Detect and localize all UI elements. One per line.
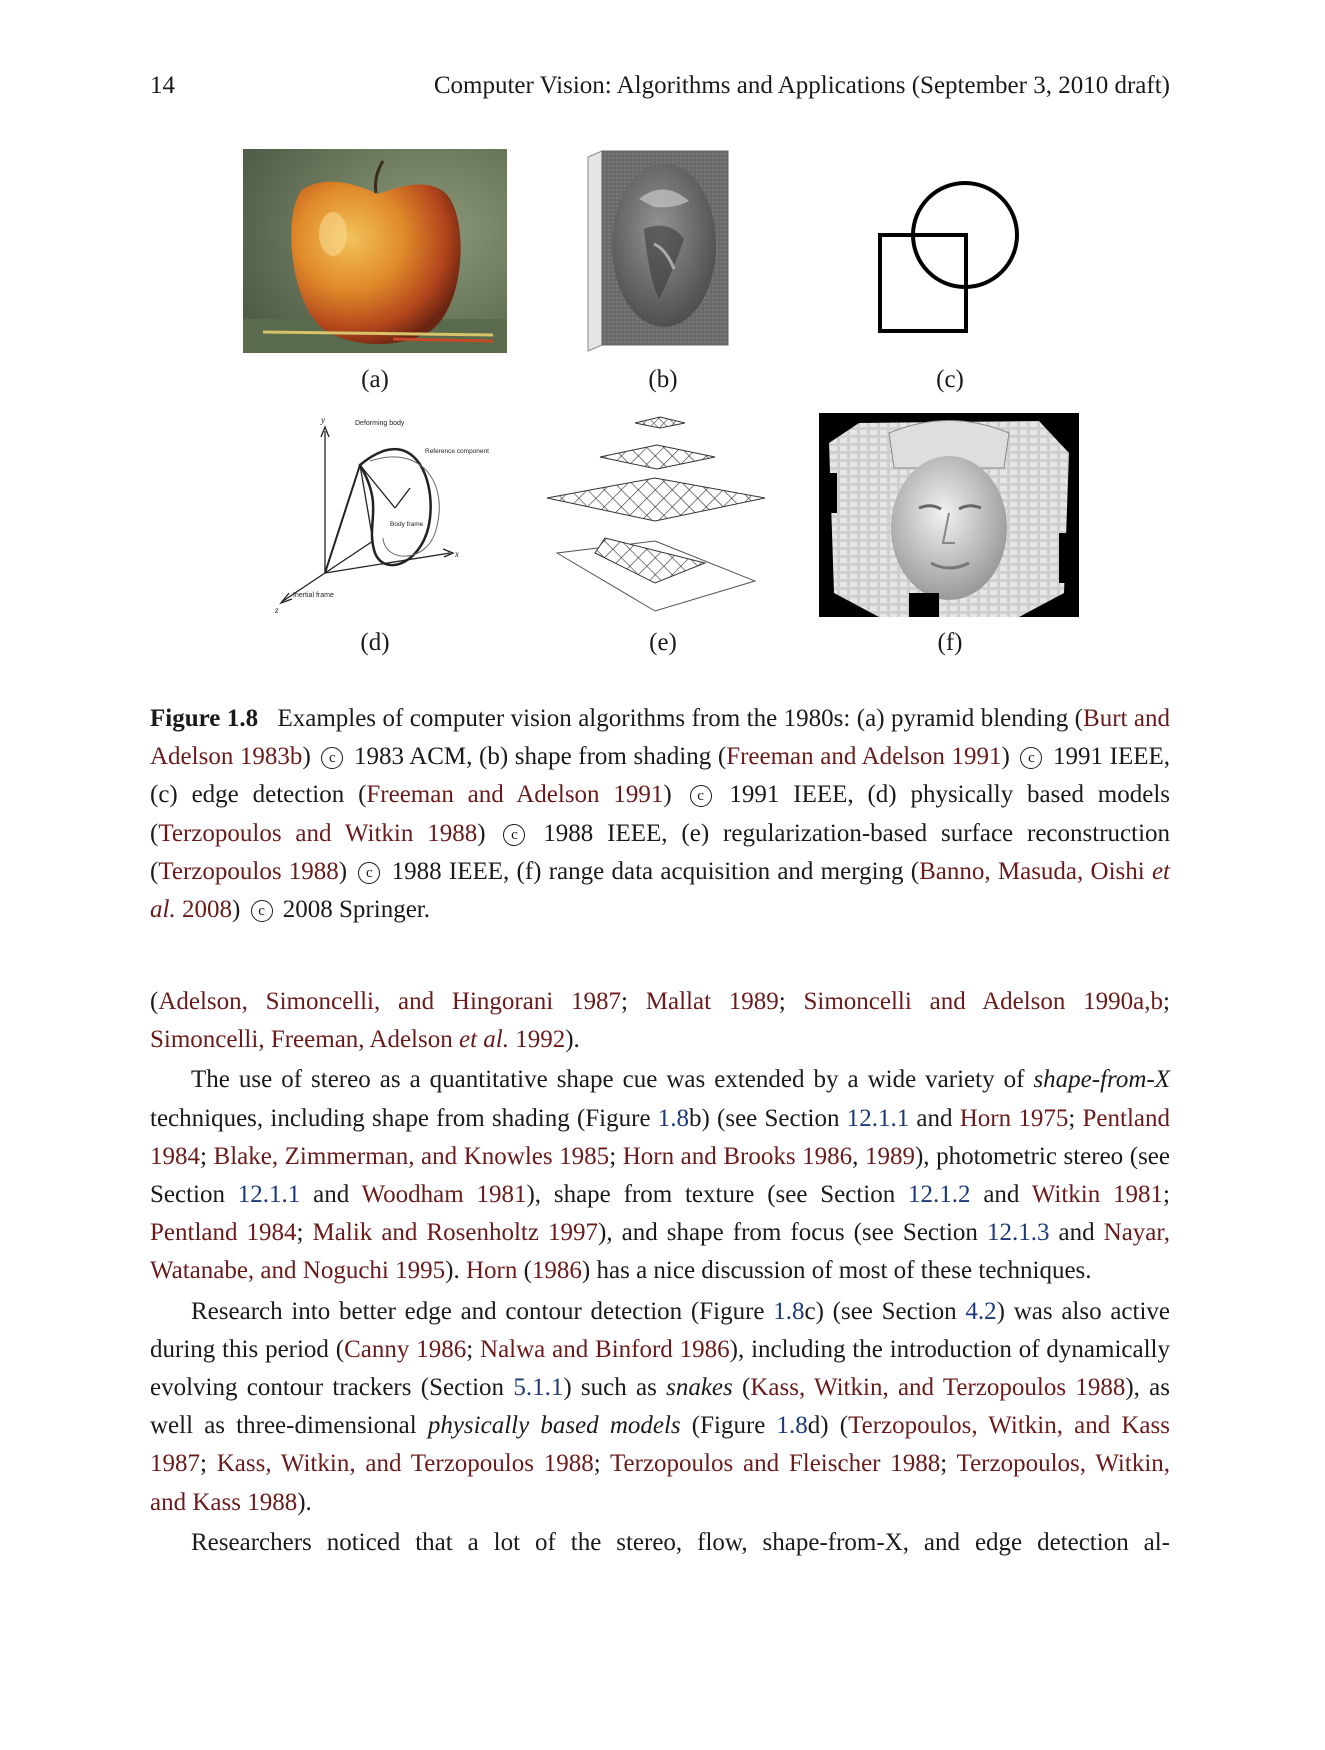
section-ref-link[interactable]: 12.1.1 bbox=[237, 1181, 301, 1209]
citation-link[interactable]: Kass, Witkin, and Terzopoulos 1988 bbox=[216, 1450, 594, 1478]
panel-f-label: (f) bbox=[937, 629, 963, 656]
panel-b-label: (b) bbox=[648, 366, 678, 393]
citation-link[interactable]: Terzopoulos 1988 bbox=[158, 857, 339, 885]
citation-link[interactable]: Kass, Witkin, and Terzopoulos 1988 bbox=[750, 1374, 1126, 1402]
section-ref-link[interactable]: 12.1.2 bbox=[908, 1181, 971, 1209]
citation-link[interactable]: 1986 bbox=[531, 1257, 582, 1285]
citation-link[interactable]: Freeman and Adelson 1991 bbox=[366, 781, 664, 809]
panel-c-label: (c) bbox=[936, 366, 964, 393]
running-header bbox=[150, 72, 1170, 108]
copyright-symbol: c bbox=[503, 824, 525, 846]
citation-link[interactable]: Pentland 1984 bbox=[150, 1219, 297, 1247]
citation-link[interactable]: Mallat 1989 bbox=[645, 988, 779, 1015]
citation-link[interactable]: Nayar, Watanabe, and Noguchi 1995 bbox=[150, 1219, 1170, 1285]
paragraph-continuation: (Adelson, Simoncelli, and Hingorani 1987; Mallat 1989; Simoncelli and Adelson 1990a,b; Simoncelli, Freeman, Adelson et al. 1992). bbox=[150, 988, 1170, 1054]
paragraph-shape-from-x: The use of stereo as a quantitative shape cue was extended by a wide variety of shape-from-X techniques, including shape from shading (Figure 1.8b) (see Section 12.1.1 and Horn 1975; Pentland 1984; Blake, Zimmerman, and Knowles 1985; Horn and Brooks 1986, 1989), photometric stereo (see Section 12.1.1 and Woodham 1981), shape from texture (see Section 12.1.2 and Witkin 1981; Pentland 1984; Malik and Rosenholtz 1997), and shape from focus (see Section 12.1.3 and Nayar, Watanabe, and Noguchi 1995). Horn (1986) has a nice discussion of most of these techniques. bbox=[150, 1066, 1170, 1285]
citation-link[interactable]: Malik and Rosenholtz 1997 bbox=[312, 1219, 599, 1247]
copyright-symbol: c bbox=[358, 862, 380, 884]
diagram-label-reference-component: Reference component bbox=[425, 448, 489, 455]
panel-f-range-data-image bbox=[819, 413, 1079, 617]
citation-link[interactable]: Terzopoulos, Witkin, and Kass 1988 bbox=[150, 1450, 1171, 1516]
paragraph-edge-detection: Research into better edge and contour detection (Figure 1.8c) (see Section 4.2) was also active during this period (Canny 1986; Nalwa and Binford 1986), including the introduction of dynamically evolving contour trackers (Section 5.1.1) such as snakes (Kass, Witkin, and Terzopoulos 1988), as well as three-dimensional physically based models (Figure 1.8d) (Terzopoulos, Witkin, and Kass 1987; Kass, Witkin, and Terzopoulos 1988; Terzopoulos and Fleischer 1988; Terzopoulos, Witkin, and Kass 1988). bbox=[150, 1297, 1171, 1516]
diagram-label-deforming-body: Deforming body bbox=[355, 420, 405, 427]
citation-link[interactable]: Terzopoulos and Fleischer 1988 bbox=[610, 1450, 941, 1478]
copyright-symbol: c bbox=[690, 785, 712, 807]
diagram-label-body-frame: Body frame bbox=[390, 521, 424, 528]
diagram-axis-y: y bbox=[321, 415, 325, 425]
diagram-axis-x: x bbox=[455, 549, 459, 559]
figure-ref-link[interactable]: 1.8 bbox=[773, 1297, 805, 1325]
citation-link[interactable]: Nalwa and Binford 1986 bbox=[480, 1335, 730, 1363]
section-ref-link[interactable]: 5.1.1 bbox=[513, 1374, 564, 1402]
copyright-symbol: c bbox=[1020, 747, 1042, 769]
figure-label: Figure 1.8 bbox=[150, 705, 259, 732]
section-ref-link[interactable]: 12.1.1 bbox=[846, 1104, 910, 1132]
panel-a-apple-image bbox=[243, 149, 507, 353]
page-number: 14 bbox=[150, 72, 175, 99]
section-ref-link[interactable]: 12.1.3 bbox=[986, 1219, 1050, 1247]
panel-e-multigrid-pyramid-image bbox=[545, 413, 775, 613]
figure-ref-link[interactable]: 1.8 bbox=[657, 1104, 689, 1132]
citation-link[interactable]: Canny 1986 bbox=[344, 1335, 467, 1363]
citation-link[interactable]: Witkin 1981 bbox=[1031, 1181, 1164, 1209]
figure-caption: Figure 1.8 Examples of computer vision algorithms from the 1980s: (a) pyramid blending (Burt and Adelson 1983b) c 1983 ACM, (b) shape from shading (Freeman and Adelson 1991) c 1991 IEEE, (c) edge detection (Freeman and Adelson 1991) c 1991 IEEE, (d) physically based models (Terzopoulos and Witkin 1988) c 1988 IEEE, (e) regularization-based surface reconstruction (Terzopoulos 1988) c 1988 IEEE, (f) range data acquisition and merging (Banno, Masuda, Oishi et al. 2008) c 2008 Springer. bbox=[150, 705, 1171, 924]
panel-a-label: (a) bbox=[361, 366, 389, 393]
citation-link[interactable]: Horn 1975 bbox=[959, 1104, 1069, 1132]
panel-c-edge-detection-image bbox=[870, 175, 1030, 335]
citation-link[interactable]: Horn and Brooks 1986 bbox=[622, 1142, 853, 1170]
panel-d-deformable-body-diagram bbox=[265, 413, 489, 617]
citation-link[interactable]: Simoncelli and Adelson 1990a,b bbox=[803, 988, 1164, 1015]
panel-b-shape-from-shading-image bbox=[584, 149, 734, 355]
body-text bbox=[150, 983, 1170, 1564]
diagram-label-inertial-frame: Inertial frame bbox=[293, 592, 334, 599]
citation-link[interactable]: Simoncelli, Freeman, Adelson et al. 1992 bbox=[150, 1026, 566, 1054]
citation-link[interactable]: Terzopoulos and Witkin 1988 bbox=[158, 819, 478, 847]
citation-link[interactable]: Burt and Adelson 1983b bbox=[150, 705, 1171, 771]
citation-link[interactable]: Terzopoulos, Witkin, and Kass 1987 bbox=[150, 1412, 1170, 1478]
diagram-axis-z: z bbox=[275, 605, 279, 615]
copyright-symbol: c bbox=[251, 900, 273, 922]
citation-link[interactable]: Adelson, Simoncelli, and Hingorani 1987 bbox=[158, 988, 622, 1015]
copyright-symbol: c bbox=[321, 747, 343, 769]
citation-link[interactable]: Horn bbox=[465, 1257, 518, 1285]
citation-link[interactable]: Blake, Zimmerman, and Knowles 1985 bbox=[213, 1142, 610, 1170]
figure-ref-link[interactable]: 1.8 bbox=[776, 1412, 808, 1440]
citation-link[interactable]: Pentland 1984 bbox=[150, 1104, 1170, 1170]
citation-link[interactable]: Banno, Masuda, Oishi et al. 2008 bbox=[150, 857, 1170, 924]
panel-d-label: (d) bbox=[360, 629, 390, 656]
panel-e-label: (e) bbox=[649, 629, 677, 656]
citation-link[interactable]: 1989 bbox=[864, 1142, 915, 1170]
section-ref-link[interactable]: 4.2 bbox=[965, 1297, 997, 1325]
citation-link[interactable]: Woodham 1981 bbox=[361, 1181, 527, 1209]
citation-link[interactable]: Freeman and Adelson 1991 bbox=[726, 743, 1002, 771]
paragraph-researchers-noticed: Researchers noticed that a lot of the stereo, flow, shape-from-X, and edge detection al- bbox=[191, 1528, 1170, 1556]
running-title: Computer Vision: Algorithms and Applications (September 3, 2010 draft) bbox=[433, 72, 1170, 99]
